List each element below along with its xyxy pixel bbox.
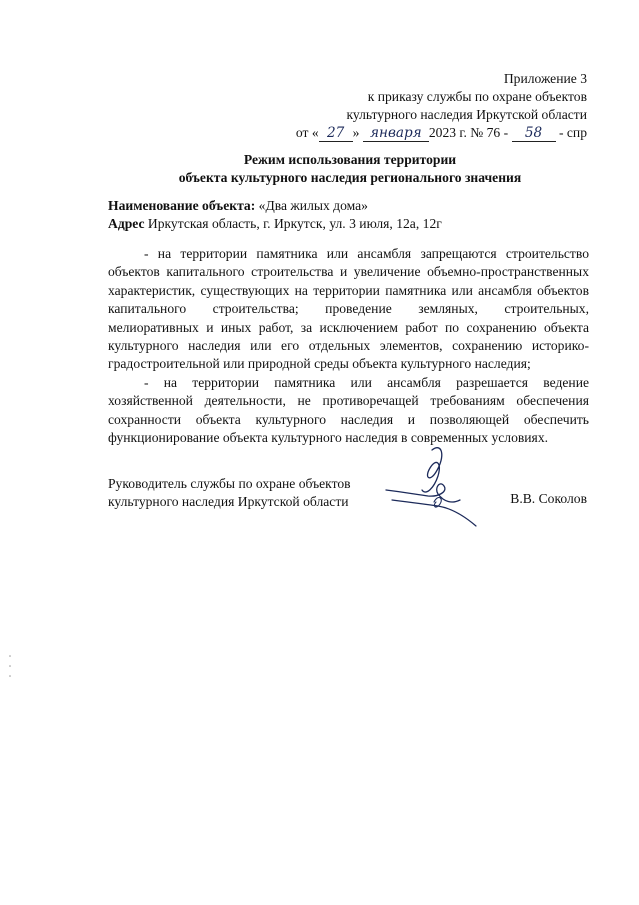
order-date-line [296, 124, 587, 142]
object-name-label: Наименование объекта: [108, 198, 256, 213]
object-address-value: Иркутская область, г. Иркутск, ул. 3 июля, 12а, 12г [147, 216, 442, 231]
margin-marks [8, 652, 12, 682]
position-line-1: Руководитель службы по охране объектов [108, 476, 351, 491]
document-title [100, 151, 600, 187]
signatory-name: В.В. Соколов [510, 491, 587, 506]
handwritten-month: января [363, 126, 429, 142]
appendix-order-ref: к приказу службы по охране объектов [367, 89, 587, 104]
title-line-1: Режим использования территории [243, 152, 457, 167]
handwritten-signature [378, 442, 488, 538]
paragraph-permissions: - на территории памятника или ансамбля разрешается ведение хозяйственной деятельности, не противоречащей требованиям обеспечения сохранности объекта культурного наследия и позволяющей обеспечить функционирование объекта культурного наследия в современных условиях. [108, 374, 589, 446]
object-name-row [108, 197, 442, 215]
regime-body [108, 245, 589, 447]
date-quote-close: » [352, 125, 360, 140]
paragraph-prohibitions: - на территории памятника или ансамбля запрещаются строительство объектов капитального строительства и увеличение объемно-пространственных характеристик, существующих на территории памятника или ансамбля объектов капитального строительства; проведение земляных, строительных, мелиоративных и иных работ, за исключением работ по сохранению объекта культурного наследия или его отдельных элементов, сохранению историко-градостроительной или природной среды объекта культурного наследия; [108, 246, 589, 372]
signatory-position [108, 475, 351, 511]
handwritten-day: 27 [319, 126, 353, 142]
order-suffix: - спр [558, 125, 587, 140]
year-and-number: 2023 г. № 76 - [428, 125, 509, 140]
position-line-2: культурного наследия Иркутской области [108, 494, 349, 509]
appendix-order-ref-2: культурного наследия Иркутской области [346, 107, 587, 122]
handwritten-order-number: 58 [512, 126, 556, 142]
appendix-header [296, 70, 587, 142]
object-address-label: Адрес [108, 216, 145, 231]
object-address-row [108, 215, 442, 233]
object-info [108, 197, 442, 233]
appendix-number: Приложение 3 [503, 71, 587, 86]
object-name-value: «Два жилых дома» [258, 198, 368, 213]
date-prefix: от « [295, 125, 319, 140]
title-line-2: объекта культурного наследия регионального значения [178, 170, 522, 185]
